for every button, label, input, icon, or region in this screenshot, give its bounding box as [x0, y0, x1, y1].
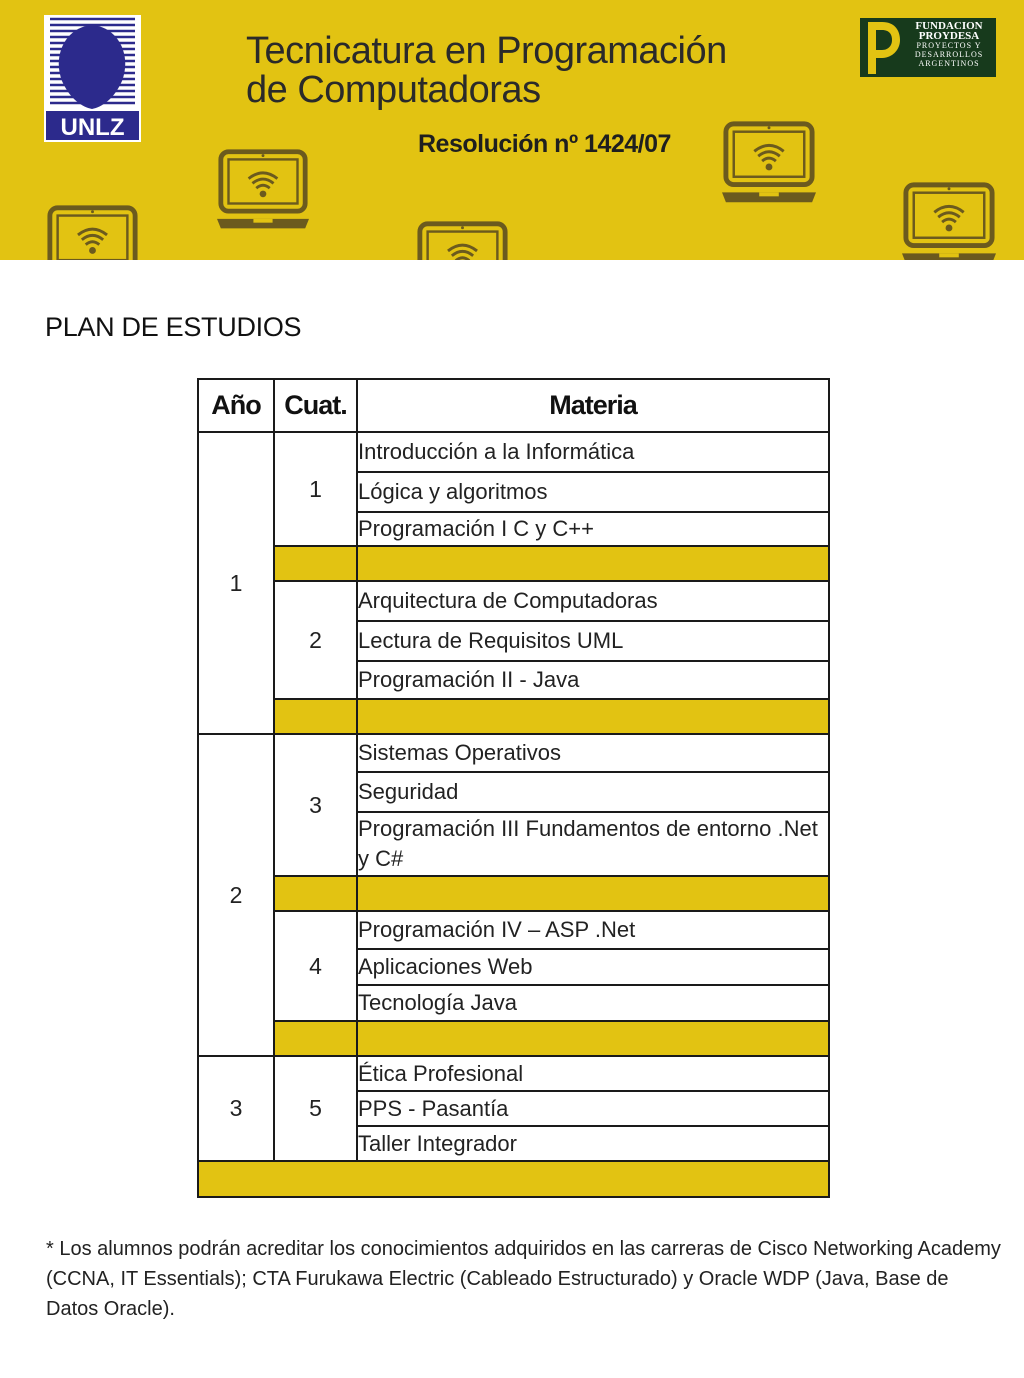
- section-title: PLAN DE ESTUDIOS: [45, 312, 302, 342]
- table-row: [198, 432, 829, 472]
- proydesa-line-1: FUNDACION: [915, 20, 983, 32]
- header-term: Cuat.: [274, 379, 357, 432]
- separator-row: [198, 546, 829, 581]
- year-cell: 2: [198, 734, 274, 1056]
- separator-row: [198, 699, 829, 734]
- svg-text:UNLZ: UNLZ: [60, 114, 125, 141]
- subject-cell: Taller Integrador: [357, 1126, 829, 1161]
- laptop-wifi-icon: [722, 116, 816, 214]
- subject-cell: Programación II - Java: [357, 661, 829, 699]
- subject-cell: Programación IV – ASP .Net: [357, 911, 829, 949]
- header-year: Año: [198, 379, 274, 432]
- separator-cell: [198, 1161, 829, 1197]
- separator-row: [198, 1021, 829, 1056]
- subject-cell: Programación I C y C++: [357, 512, 829, 546]
- proydesa-mark-icon: [862, 18, 902, 77]
- subject-cell: Introducción a la Informática: [357, 432, 829, 472]
- laptop-wifi-icon: [416, 216, 509, 260]
- term-cell: 5: [274, 1056, 357, 1161]
- separator-cell: [274, 699, 357, 734]
- separator-cell: [274, 876, 357, 911]
- subject-cell: Tecnología Java: [357, 985, 829, 1021]
- laptop-wifi-icon: [46, 200, 139, 260]
- subject-cell: Lógica y algoritmos: [357, 472, 829, 512]
- header-subject: Materia: [357, 379, 829, 432]
- laptop-wifi-icon: [217, 144, 309, 240]
- year-cell: 1: [198, 432, 274, 734]
- header-banner: [0, 0, 1024, 260]
- separator-cell: [274, 546, 357, 581]
- subject-cell: PPS - Pasantía: [357, 1091, 829, 1126]
- title-line-1: Tecnicatura en Programación: [246, 30, 727, 72]
- proydesa-line-2: PROYDESA: [918, 30, 980, 42]
- laptop-wifi-icon: [902, 177, 996, 260]
- term-cell: 2: [274, 581, 357, 699]
- term-cell: 3: [274, 734, 357, 876]
- separator-cell: [357, 876, 829, 911]
- table-row: [198, 911, 829, 949]
- term-cell: 4: [274, 911, 357, 1021]
- table-row: [198, 581, 829, 621]
- proydesa-line-3: PROYECTOS Y: [916, 41, 982, 50]
- proydesa-text: [904, 21, 994, 68]
- subject-cell: Lectura de Requisitos UML: [357, 621, 829, 661]
- separator-cell: [357, 699, 829, 734]
- leaf-logo-icon: [44, 15, 141, 142]
- year-cell: 3: [198, 1056, 274, 1161]
- separator-row: [198, 1161, 829, 1197]
- university-logo: [44, 15, 141, 142]
- proydesa-line-4: DESARROLLOS ARGENTINOS: [914, 50, 984, 68]
- separator-row: [198, 876, 829, 911]
- resolution-number: Resolución nº 1424/07: [418, 130, 671, 158]
- table-header-row: [198, 379, 829, 432]
- subject-cell: Programación III Fundamentos de entorno .Net y C#: [357, 812, 829, 876]
- subject-cell: Arquitectura de Computadoras: [357, 581, 829, 621]
- separator-cell: [357, 1021, 829, 1056]
- table-row: [198, 1056, 829, 1091]
- term-cell: 1: [274, 432, 357, 546]
- separator-cell: [274, 1021, 357, 1056]
- title-line-2: de Computadoras: [246, 69, 541, 111]
- page-title: [246, 32, 727, 110]
- subject-cell: Aplicaciones Web: [357, 949, 829, 985]
- subject-cell: Sistemas Operativos: [357, 734, 829, 772]
- subject-cell: Ética Profesional: [357, 1056, 829, 1091]
- subject-cell: Seguridad: [357, 772, 829, 812]
- table-row: [198, 734, 829, 772]
- footnote: * Los alumnos podrán acreditar los conocimientos adquiridos en las carreras de Cisco Networking Academy (CCNA, IT Essentials); CTA Furukawa Electric (Cableado Estructurado) y Oracle WDP (Java, Base de Datos Oracle).: [46, 1238, 1001, 1320]
- separator-cell: [357, 546, 829, 581]
- study-plan-table: [197, 378, 830, 1198]
- proydesa-logo: [860, 18, 996, 77]
